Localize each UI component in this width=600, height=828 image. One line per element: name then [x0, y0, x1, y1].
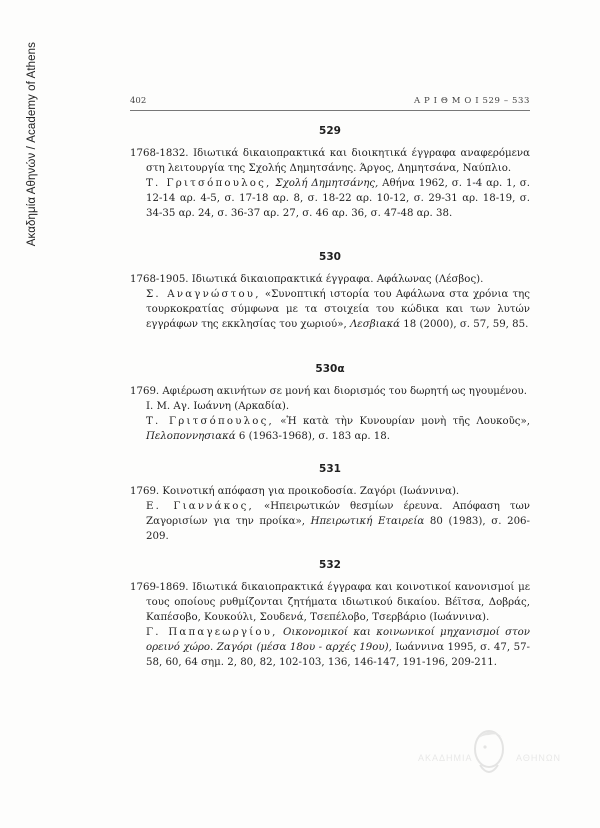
entry-reference — [130, 176, 530, 221]
entry-532 — [130, 558, 530, 670]
entry-description: 1769. Κοινοτική απόφαση για προικοδοσία. Ζαγόρι (Ιωάννινα). — [130, 486, 460, 497]
ref-author: Σ. Αναγνώστου, — [146, 289, 261, 300]
entry-531 — [130, 462, 530, 544]
entry-description: 1768-1905. Ιδιωτικά δικαιοπρακτικά έγγραφα. Αφάλωνας (Λέσβος). — [130, 274, 484, 285]
running-header — [130, 96, 530, 110]
running-title: Α Ρ Ι Θ Μ Ο Ι 529 – 533 — [413, 96, 530, 106]
ref-author: Γ. Παπαγεωργίου, — [146, 627, 278, 638]
ref-title: Λεσβιακά — [349, 319, 401, 330]
entry-number: 529 — [319, 125, 341, 137]
ref-details: Αθήνα 1962, σ. 1-4 αρ. 1, σ. 12-14 αρ. 4-5, σ. 17-18 αρ. 8, σ. 18-22 αρ. 10-12, σ. 29-31 αρ. 18-19, σ. 34-35 αρ. 24, σ. 36-37 αρ. 27, σ. 46 αρ. 36, σ. 47-48 αρ. 38. — [146, 178, 530, 219]
ref-details: 6 (1963-1968), σ. 183 αρ. 18. — [235, 431, 390, 442]
ref-details: 18 (2000), σ. 57, 59, 85. — [400, 319, 529, 330]
ref-article: «Συνοπτική ιστορία του Αφάλωνα στα χρόνια της τουρκοκρατίας σύμφωνα με τα στοιχεία του κώδικα και των λυτών εγγράφων της εκκλησίας του χωριού», — [146, 289, 530, 330]
ref-details: 80 (1983), σ. 206-209. — [146, 516, 530, 542]
ref-title: Ηπειρωτική Εταιρεία — [310, 516, 425, 527]
ref-author: Τ. Γριτσόπουλος, — [146, 178, 272, 189]
entry-number: 530 — [319, 251, 341, 263]
entry-number: 531 — [319, 463, 341, 475]
ref-title: Πελοποννησιακά — [146, 431, 236, 442]
entry-reference — [130, 625, 530, 670]
ref-details: Ιωάννινα 1995, σ. 47, 57-58, 60, 64 σημ. 2, 80, 82, 102-103, 136, 146-147, 191-196, 209-211. — [146, 642, 530, 668]
entry-number: 532 — [319, 559, 341, 571]
ref-author: Ε. Γιαννάκος, — [146, 501, 254, 512]
ref-article: «Ἡ κατὰ τὴν Κυνουρίαν μονὴ τῆς Λουκοῦς», — [273, 416, 530, 427]
ref-title: Σχολή Δημητσάνης, — [275, 178, 379, 189]
entry-529 — [130, 124, 530, 221]
entry-number: 530α — [315, 363, 345, 375]
entry-reference — [130, 414, 530, 444]
entry-reference — [130, 499, 530, 544]
academy-watermark — [418, 725, 568, 785]
athena-head-icon — [468, 725, 510, 785]
watermark-right-text: ΑΘΗΝΩΝ — [516, 753, 562, 763]
entry-description: 1769-1869. Ιδιωτικά δικαιοπρακτικά έγγραφα και κοινοτικοί κανονισμοί με τους οποίους ρυθμίζονται ζητήματα ιδιωτικού δικαίου. Βέϊτσα, Δοβράς, Καπέσοβο, Κουκούλι, Σουδενά, Τσεπέλοβο, Τσερβάριο (Ιωάννινα). — [130, 582, 530, 623]
sidebar-label: Ακαδημία Αθηνών / Academy of Athens — [26, 42, 38, 247]
entry-reference — [130, 287, 530, 332]
entry-description: 1768-1832. Ιδιωτικά δικαιοπρακτικά και διοικητικά έγγραφα αναφερόμενα στη λειτουργία της Σχολής Δημητσάνης. Άργος, Δημητσάνα, Ναύπλιο. — [130, 148, 530, 174]
entry-location: Ι. Μ. Αγ. Ιωάννη (Αρκαδία). — [146, 401, 290, 412]
header-rule — [130, 110, 530, 111]
entry-description: 1769. Αφιέρωση ακινήτων σε μονή και διορισμός του δωρητή ως ηγουμένου. — [130, 386, 527, 397]
page-number: 402 — [130, 96, 147, 106]
watermark-left-text: ΑΚΑΔΗΜΙΑ — [418, 753, 473, 763]
entry-530a — [130, 362, 530, 444]
ref-author: Τ. Γριτσόπουλος, — [146, 416, 274, 427]
ref-article: «Ηπειρωτικών θεσμίων έρευνα. Απόφαση των Ζαγορισίων για την προίκα», — [146, 501, 531, 527]
entry-530 — [130, 250, 530, 332]
ref-title: Οικονομικοί και κοινωνικοί μηχανισμοί στον ορεινό χώρο. Ζαγόρι (μέσα 18ου - αρχές 19ου), — [146, 627, 530, 653]
